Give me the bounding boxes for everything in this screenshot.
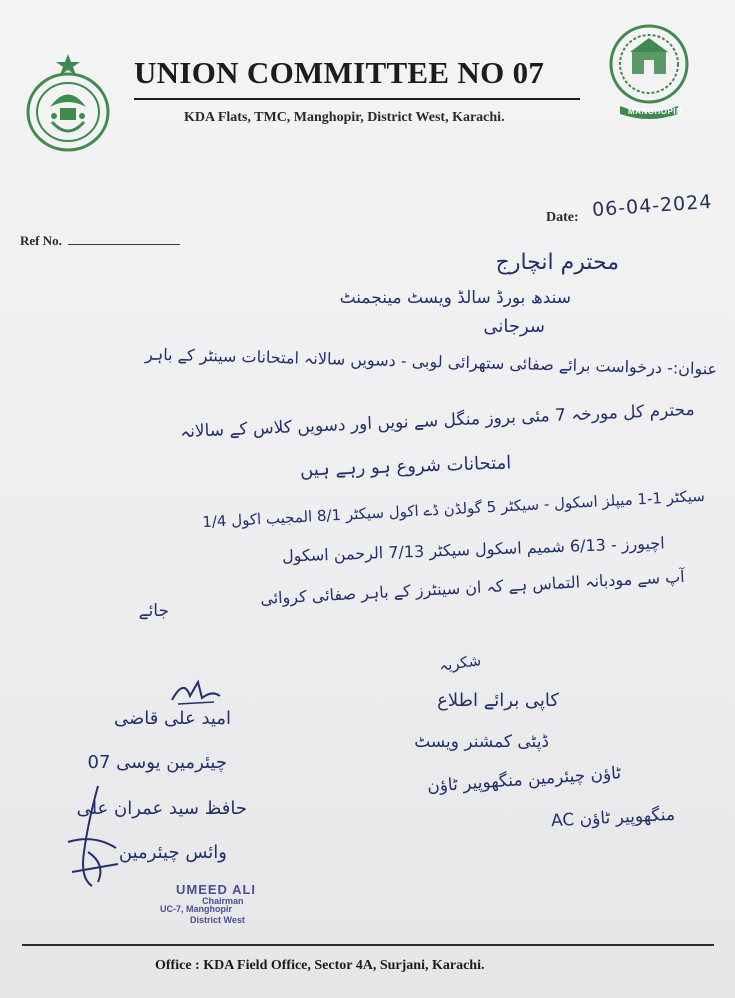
signatory-1-name: امید علی قاضی <box>113 708 231 729</box>
body-line-5: آپ سے مودبانہ التماس ہے کہ ان سینٹرز کے باہر صفائی کروائی <box>259 566 686 609</box>
body-line-6: جائے <box>138 601 169 621</box>
stamp-title: Chairman <box>202 896 244 906</box>
chairman-stamp <box>158 882 278 930</box>
chairman-signature <box>168 674 224 708</box>
footer-rule <box>22 944 714 946</box>
thanks-note: شکریہ <box>437 651 483 675</box>
government-seal-left <box>24 52 112 152</box>
body-line-2: امتحانات شروع ہو رہے ہیں <box>299 452 512 481</box>
stamp-name: UMEED ALI <box>176 882 257 897</box>
signatory-2-title: وائس چیئرمین <box>118 842 227 863</box>
star-crescent-seal-icon <box>24 52 112 152</box>
manghopir-logo-text: MANGHOPIR <box>628 107 683 116</box>
salutation: محترم انچارج <box>495 250 619 275</box>
signatory-1-title: چیئرمین یوسی 07 <box>87 752 227 773</box>
body-line-3: سیکٹر 1-1 میپلز اسکول - سیکٹر 5 گولڈن ڈے اکول سیکٹر 8/1 المجیب اکول 1/4 <box>201 486 706 532</box>
stamp-unit: UC-7, Manghopir <box>160 904 232 914</box>
letterhead-rule <box>134 98 580 100</box>
body-line-4: اچیورز - 6/13 شمیم اسکول سیکٹر 7/13 الرحمن اسکول <box>282 533 666 566</box>
vice-chairman-signature <box>58 782 128 892</box>
copy-recipient-1: ڈپٹی کمشنر ویسٹ <box>414 732 549 752</box>
letterhead-address: KDA Flats, TMC, Manghopir, District West, Karachi. <box>184 110 505 125</box>
manghopir-logo <box>600 22 698 122</box>
date-label: Date: <box>546 210 579 225</box>
stamp-district: District West <box>190 915 245 925</box>
recipient-line-2: سرجانی <box>483 316 545 337</box>
letterhead-title: UNION COMMITTEE NO 07 <box>134 55 545 90</box>
subject-line: عنوان:- درخواست برائے صفائی ستھرائی لوبی - دسویں سالانہ امتحانات سینٹر کے باہر <box>144 344 718 379</box>
recipient-line-1: سندھ بورڈ سالڈ ویسٹ مینجمنٹ <box>339 288 571 308</box>
signatory-2-name: حافظ سید عمران علی <box>76 798 247 819</box>
ref-label: Ref No. <box>20 233 62 248</box>
footer-office-address: Office : KDA Field Office, Sector 4A, Surjani, Karachi. <box>155 958 485 973</box>
copy-recipient-2: ٹاؤن چیئرمین منگھوپیر ٹاؤن <box>426 763 622 797</box>
ref-underline <box>68 244 180 245</box>
date-value: 06-04-2024 <box>591 190 714 222</box>
copy-recipient-3: منگھوپیر ٹاؤن AC <box>550 804 676 832</box>
body-line-1: محترم کل مورخہ 7 مئی بروز منگل سے نویں اور دسویں کلاس کے سالانہ <box>179 399 696 443</box>
copy-heading: کاپی برائے اطلاع <box>437 690 559 711</box>
